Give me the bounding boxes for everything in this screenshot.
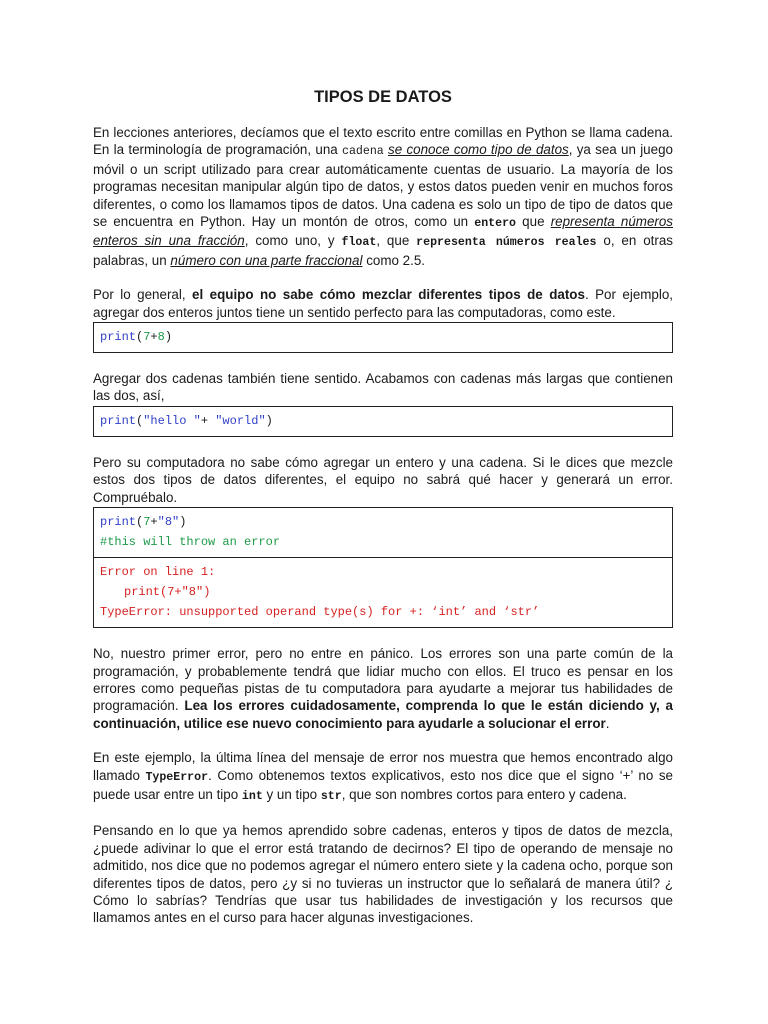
text: , que son nombres cortos para entero y cadena.: [341, 786, 627, 802]
emphasis-enteros: representa números enteros sin una fracción: [93, 214, 673, 249]
code-number: 7: [143, 330, 151, 345]
code-punct: ): [265, 413, 273, 428]
text: como 2.5.: [362, 252, 425, 268]
code-punct: (: [136, 413, 144, 428]
text: . Por ejemplo, agregar dos enteros juntos tiene un sentido perfecto para las computadoras, como este.: [93, 287, 674, 320]
code-string: "world": [215, 413, 266, 428]
code-term-int: int: [241, 789, 263, 803]
paragraph-intro: [93, 124, 673, 269]
code-operator: +: [200, 413, 216, 428]
paragraph-errors-common: [93, 645, 673, 732]
paragraph-error-intro: Pero su computadora no sabe cómo agregar un entero y una cadena. Si le dices que mezcle estos dos tipos de datos diferentes, el equipo no sabrá qué hacer y generará un error. Compruébalo.: [93, 454, 673, 505]
code-operator: +: [150, 330, 158, 345]
text: que: [516, 214, 551, 230]
code-line: [94, 323, 672, 352]
error-line: print(7+"8"): [124, 585, 211, 600]
paragraph-strings: Agregar dos cadenas también tiene sentido. Acabamos con cadenas más largas que contienen las dos, así,: [93, 371, 673, 404]
code-line: [94, 407, 672, 436]
code-term-entero: entero: [474, 217, 517, 231]
code-number: 8: [157, 330, 165, 345]
text: En lecciones anteriores, decíamos que el texto escrito entre comillas en Python se llama cadena. En la terminología de programación, una: [93, 125, 673, 158]
code-block-error-example: [93, 507, 673, 628]
text: y un tipo: [262, 786, 321, 802]
paragraph-conclusion: Pensando en lo que ya hemos aprendido sobre cadenas, enteros y tipos de datos de mezcla, ¿puede adivinar lo que el error está tratando de decirnos? El tipo de operando de mensaje no admitido, nos dice que no podemos agregar el número entero siete y la cadena ocho, porque son diferentes tipos de datos, pero ¿y si no tuvieras un instructor que lo señalará de manera útil? ¿ Cómo lo sabrías? Tendrías que usar tus habilidades de investigación y los recursos que llamamos antes en el curso para hacer algunas investigaciones.: [93, 823, 673, 926]
code-keyword: print: [100, 330, 137, 345]
code-operator: +: [150, 515, 158, 530]
bold-mixing: el equipo no sabe cómo mezclar diferentes tipos de datos: [192, 287, 585, 303]
bold-read-errors: Lea los errores cuidadosamente, comprenda lo que le están diciendo y, a continuación, utilice ese nuevo conocimiento para ayudarle a solucionar el error: [93, 698, 673, 731]
text: , como uno, y: [244, 233, 342, 249]
error-line: TypeError: unsupported operand type(s) for +: ‘int’ and ‘str’: [100, 605, 540, 620]
text: En este ejemplo, la última línea del mensaje de error nos muestra que hemos encontrado algo llamado: [93, 750, 673, 783]
text: , que: [376, 233, 417, 249]
text: , ya sea un juego móvil o un script utilizado para crear automáticamente cuentas de usuario. La mayoría de los programas necesitan manipular algún tipo de datos, y estos datos pueden venir en muchos foros diferentes, o como los llamamos tipos de datos. Una cadena es solo un tipo de tipo de datos que se encuentra en Python. Hay un montón de otros, como un: [93, 142, 673, 230]
code-number: 7: [143, 515, 151, 530]
error-output-section: [94, 557, 672, 627]
paragraph-mixing: [93, 286, 673, 321]
page-title: TIPOS DE DATOS: [314, 88, 452, 106]
paragraph-typeerror: [93, 749, 673, 805]
code-term-cadena: cadena: [342, 145, 384, 159]
code-line: [100, 512, 666, 532]
document-page: [93, 86, 673, 927]
code-punct: ): [179, 515, 187, 530]
code-keyword: print: [100, 413, 137, 428]
code-punct: (: [136, 330, 144, 345]
emphasis-tipo-de-datos: se conoce como tipo de datos: [388, 142, 569, 158]
code-term-float: float: [341, 236, 377, 250]
error-line: Error on line 1:: [100, 565, 216, 580]
code-keyword: print: [100, 515, 137, 530]
emphasis-fraccional: número con una parte fraccional: [170, 252, 363, 268]
code-punct: ): [164, 330, 173, 345]
code-term-reales: representa números reales: [416, 236, 597, 250]
code-term-typeerror: TypeError: [145, 770, 209, 784]
text: No, nuestro primer error, pero no entre en pánico. Los errores son una parte común de la programación, y probablemente tendrá que lidiar mucho con ellos. El truco es pensar en los errores como pequeñas pistas de tu computadora para ayudarte a mejorar tus habilidades de programación.: [93, 646, 673, 714]
code-punct: (: [136, 515, 144, 530]
code-string: "hello ": [143, 413, 201, 428]
code-block-int-sum: [93, 322, 673, 353]
text: . Como obtenemos textos explicativos, esto nos dice que el signo ‘+’ no se puede usar entre un tipo: [93, 767, 673, 802]
code-input-section: [94, 508, 672, 557]
code-block-string-concat: [93, 406, 673, 437]
code-term-str: str: [320, 789, 342, 803]
text: Por lo general,: [93, 287, 193, 303]
text: o, en otras palabras, un: [93, 233, 673, 268]
code-string: "8": [157, 515, 180, 530]
code-comment: #this will throw an error: [100, 535, 281, 550]
text: .: [605, 715, 610, 731]
